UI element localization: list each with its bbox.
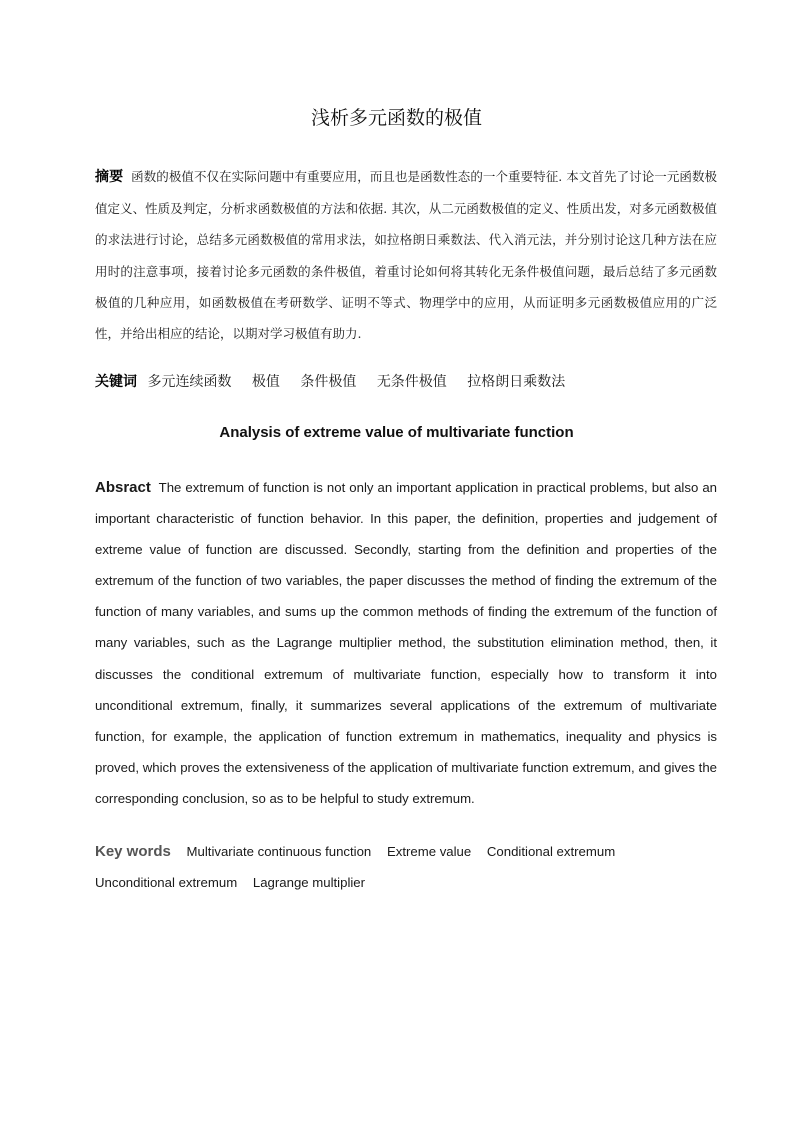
chinese-abstract-label: 摘要 bbox=[95, 169, 124, 185]
chinese-keywords-label: 关键词 bbox=[95, 374, 137, 390]
english-keyword: Conditional extremum bbox=[486, 844, 616, 859]
chinese-keyword: 拉格朗日乘数法 bbox=[467, 374, 566, 390]
english-abstract-text: The extremum of function is not only an important application in practical problems, but also an important characteristic of function behavior. In this paper, the definition, properties and judgement of extreme value of function are discussed. Secondly, starting from the definition and properties of the extremum of the function of two variables, the paper discusses the method of finding the extremum of the function of many variables, and sums up the common methods of finding the extremum of the function of many variables, such as the Lagrange multiplier method, the substitution elimination method, then, it discusses the conditional extremum of multivariate function, especially how to transform it into unconditional extremum, finally, it summarizes several applications of the extremum of multivariate function, for example, the application of function extremum in mathematics, inequality and physics is proved, which proves the extensiveness of the application of multivariate function extremum, and gives the corresponding conclusion, so as to be helpful to study extremum. bbox=[95, 480, 717, 806]
english-keyword: Multivariate continuous function bbox=[186, 844, 372, 859]
chinese-keyword: 多元连续函数 bbox=[147, 374, 232, 390]
chinese-title: 浅析多元函数的极值 bbox=[310, 107, 482, 129]
english-keywords bbox=[95, 836, 717, 898]
chinese-keyword: 极值 bbox=[251, 374, 280, 390]
chinese-abstract-text: 函数的极值不仅在实际问题中有重要应用，而且也是函数性态的一个重要特征. 本文首先了讨论一元函数极值定义、性质及判定，分析求函数极值的方法和依据. 其次，从二元函数极值的定义、性质出发，对多元函数极值的求法进行讨论，总结多元函数极值的常用求法，如拉格朗日乘数法、代入消元法，并分别讨论这几种方法在应用时的注意事项，接着讨论多元函数的条件极值，着重讨论如何将其转化无条件极值问题，最后总结了多元函数极值的几种应用，如函数极值在考研数学、证明不等式、物理学中的应用，从而证明多元函数极值应用的广泛性，并给出相应的结论，以期对学习极值有助力. bbox=[95, 169, 718, 342]
chinese-abstract bbox=[95, 161, 717, 349]
english-keyword: Lagrange multiplier bbox=[252, 875, 366, 890]
chinese-keywords bbox=[95, 371, 717, 391]
english-keyword: Extreme value bbox=[386, 844, 472, 859]
english-title: Analysis of extreme value of multivariate function bbox=[219, 424, 574, 441]
chinese-keyword: 无条件极值 bbox=[376, 374, 447, 390]
english-abstract-label: Absract bbox=[95, 479, 151, 496]
english-keyword: Unconditional extremum bbox=[95, 875, 238, 890]
chinese-keyword: 条件极值 bbox=[300, 374, 357, 390]
english-keywords-label: Key words bbox=[95, 843, 171, 860]
english-abstract bbox=[95, 472, 717, 814]
